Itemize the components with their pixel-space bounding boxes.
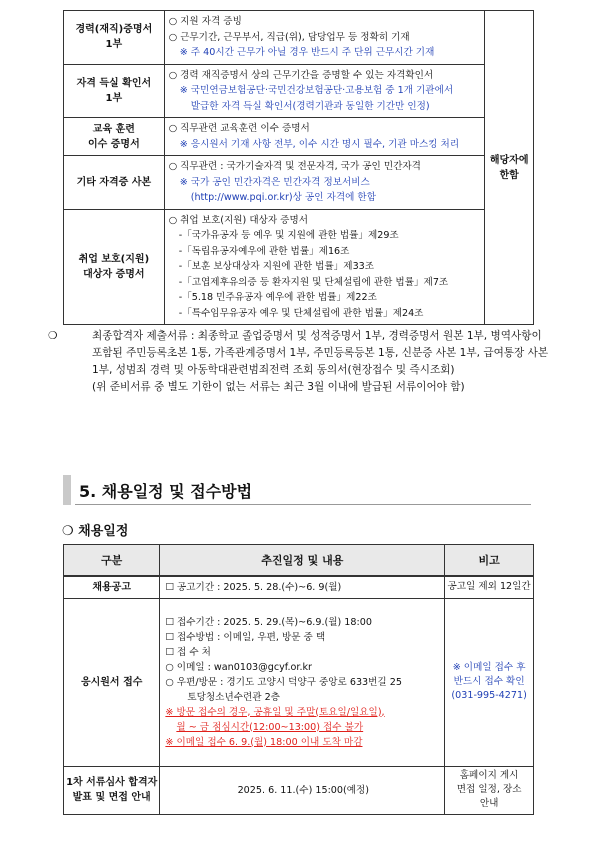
requirement-note-line: 한함 [499, 169, 519, 181]
requirement-line: ○ 근무기간, 근무부서, 직급(위), 담당업무 등 정확히 기재 [168, 31, 410, 43]
requirement-name [64, 64, 165, 118]
schedule-detail [160, 576, 445, 598]
requirement-name-line: 경력(재직)증명서 [75, 24, 153, 36]
final-documents-note: (위 준비서류 중 별도 기한이 없는 서류는 최근 3월 이내에 발급된 서류이어야 함) [92, 381, 465, 393]
requirement-row [64, 209, 534, 325]
schedule-remark [445, 576, 534, 598]
requirement-name-line: 자격 득실 확인서 [76, 77, 152, 89]
schedule-detail-line: 2025. 6. 11.(수) 15:00(예정) [237, 784, 370, 796]
requirement-line: 발급한 자격 득실 확인서(경력기관과 동일한 기간만 인정) [190, 100, 430, 112]
requirement-line: -「특수임무유공자 예우 및 단체설립에 관한 법률」제24조 [178, 307, 424, 319]
schedule-detail-line: ☐ 접 수 처 [165, 646, 211, 658]
schedule-remark-line: 면접 일정, 장소 [456, 784, 522, 795]
requirement-line: -「보훈 보상대상자 지원에 관한 법률」제33조 [178, 261, 375, 272]
header-remark: 비고 [445, 545, 534, 577]
requirement-description [164, 156, 485, 210]
requirement-line: ○ 직무관련 교육훈련 이수 증명서 [168, 123, 310, 134]
requirement-line: -「고엽제후유의증 등 환자지원 및 단체설립에 관한 법률」제7조 [178, 276, 449, 288]
final-documents-text: 최종합격자 제출서류 : 최종학교 졸업증명서 및 성적증명서 1부, 경력증명서 원본 1부, 병역사항이 포함된 주민등록초본 1통, 가족관계증명서 1부, 주민등록등본 1통, 신분증 사본 1부, 급여통장 사본 1부, 성범죄 경력 및 아동학대관련범죄전력 조회 동의서(현장접수 및 즉시조회) [92, 330, 549, 376]
requirement-row [64, 156, 534, 210]
requirement-line: ※ 국민연금보험공단·국민건강보험공단·고용보험 중 1개 기관에서 [179, 85, 454, 96]
requirement-line: -「5.18 민주유공자 예우에 관한 법률」제22조 [178, 292, 377, 303]
requirement-name-line: 1부 [105, 92, 123, 104]
schedule-detail-line: ※ 이메일 접수 6. 9.(월) 18:00 이내 도착 마감 [165, 736, 363, 748]
requirement-name-line: 이수 증명서 [87, 138, 140, 150]
schedule-remark [445, 766, 534, 814]
schedule-detail-line: ☐ 접수방법 : 이메일, 우편, 방문 중 택 [165, 631, 326, 643]
requirement-name [64, 156, 165, 210]
section-title: 5. 채용일정 및 접수방법 [79, 482, 253, 501]
schedule-detail-line: ○ 이메일 : wan0103@gcyf.or.kr [165, 661, 312, 673]
requirement-description [164, 118, 485, 156]
schedule-category [64, 576, 160, 598]
requirement-description [164, 11, 485, 65]
requirements-table [63, 10, 534, 325]
schedule-category-line: 응시원서 접수 [80, 676, 143, 688]
schedule-detail-line: 토당청소년수련관 2층 [187, 691, 280, 703]
header-detail: 추진일정 및 내용 [160, 545, 445, 577]
requirement-line: ○ 취업 보호(지원) 대상자 증명서 [168, 214, 308, 226]
schedule-remark-line: (031-995-4271) [451, 690, 527, 701]
schedule-category-line: 채용공고 [92, 581, 131, 593]
schedule-category-line: 1차 서류심사 합격자 [66, 777, 158, 788]
requirement-row [64, 64, 534, 118]
requirement-note [485, 11, 534, 325]
requirement-line: ○ 직무관련 : 국가기술자격 및 전문자격, 국가 공인 민간자격 [168, 161, 421, 172]
requirement-row [64, 118, 534, 156]
schedule-detail [160, 598, 445, 766]
schedule-detail [160, 766, 445, 814]
requirement-description [164, 209, 485, 325]
schedule-category [64, 598, 160, 766]
schedule-detail-line: ○ 우편/방문 : 경기도 고양시 덕양구 중앙로 633번길 25 [165, 676, 402, 688]
requirement-description [164, 64, 485, 118]
schedule-remark [445, 598, 534, 766]
requirement-line: ○ 경력 재직증명서 상의 근무기간을 증명할 수 있는 자격확인서 [168, 69, 434, 81]
schedule-detail-line: 월 ~ 금 점심시간(12:00~13:00) 접수 불가 [176, 721, 364, 733]
schedule-row [64, 576, 534, 598]
requirement-line: -「국가유공자 등 예우 및 지원에 관한 법률」제29조 [178, 230, 399, 241]
section-heading-rule [75, 504, 531, 505]
schedule-remark-line: ※ 이메일 접수 후 [452, 662, 526, 673]
final-documents-paragraph [48, 328, 550, 396]
schedule-row [64, 766, 534, 814]
schedule-detail-line: ☐ 접수기간 : 2025. 5. 29.(목)~6.9.(월) 18:00 [165, 616, 372, 628]
schedule-detail-line: ☐ 공고기간 : 2025. 5. 28.(수)~6. 9(월) [165, 581, 342, 593]
requirement-name-line: 대상자 증명서 [83, 268, 145, 280]
section-heading [63, 475, 531, 505]
requirement-line: ※ 응시원서 기재 사항 전부, 이수 시간 명시 필수, 기관 마스킹 처리 [179, 138, 460, 150]
header-category: 구분 [64, 545, 160, 577]
final-documents-main [48, 328, 550, 379]
requirement-row [64, 11, 534, 65]
schedule-remark-line: 안내 [479, 798, 499, 809]
schedule-remark-line: 반드시 접수 확인 [453, 676, 525, 687]
requirement-line: ※ 주 40시간 근무가 아닐 경우 반드시 주 단위 근무시간 기재 [179, 47, 435, 58]
schedule-table [63, 544, 534, 815]
section-heading-bar [63, 475, 71, 505]
requirement-name-line: 1부 [105, 39, 123, 51]
requirement-name-line: 취업 보호(지원) [78, 253, 150, 265]
schedule-header-row [64, 545, 534, 577]
requirement-name [64, 209, 165, 325]
requirement-name-line: 기타 자격증 사본 [76, 176, 152, 188]
requirement-name-line: 교육 훈련 [92, 123, 135, 135]
requirement-line: ○ 지원 자격 증빙 [168, 16, 242, 27]
schedule-row [64, 598, 534, 766]
requirement-name [64, 11, 165, 65]
schedule-remark-line: 홈페이지 게시 [459, 770, 519, 781]
schedule-detail-line: ※ 방문 접수의 경우, 공휴일 및 주말(토요일/일요일), [165, 706, 385, 718]
requirement-name [64, 118, 165, 156]
circle-bullet-icon: ❍ [48, 330, 58, 342]
requirement-line: -「독립유공자예우에 관한 법률」제16조 [178, 245, 350, 257]
schedule-category-line: 발표 및 면접 안내 [72, 792, 151, 803]
schedule-subheading: ❍ 채용일정 [62, 524, 129, 539]
requirement-line: ※ 국가 공인 민간자격은 민간자격 정보서비스 [179, 176, 370, 188]
requirement-note-line: 해당자에 [489, 154, 529, 166]
requirement-line: (http://www.pqi.or.kr)상 공인 자격에 한함 [190, 192, 376, 203]
schedule-remark-line: 공고일 제외 12일간 [447, 581, 531, 593]
schedule-category [64, 766, 160, 814]
